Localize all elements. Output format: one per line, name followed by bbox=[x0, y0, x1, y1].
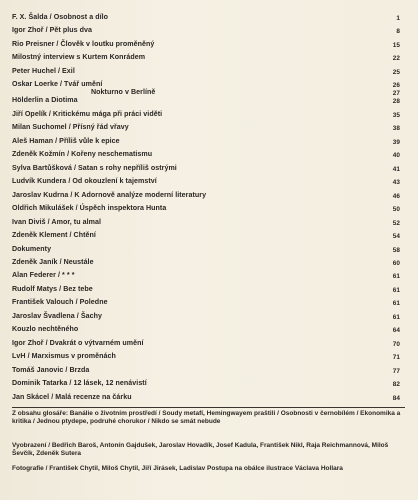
toc-page: 41 bbox=[392, 165, 400, 173]
toc-page: 35 bbox=[392, 111, 400, 119]
toc-title: Aleš Haman / Příliš vůle k epice bbox=[12, 136, 120, 145]
toc-entry bbox=[12, 96, 408, 109]
toc-title: Ivan Diviš / Amor, tu almal bbox=[12, 217, 101, 226]
toc-title: Igor Zhoř / Dvakrát o výtvarném umění bbox=[12, 338, 144, 347]
toc-entry bbox=[12, 177, 408, 190]
toc-title: Zdeněk Kožmín / Kořeny neschematismu bbox=[12, 150, 153, 159]
toc-title: Dokumenty bbox=[12, 244, 52, 253]
toc-entry bbox=[12, 137, 408, 150]
toc-entry bbox=[12, 80, 408, 96]
toc-page: 61 bbox=[392, 300, 400, 308]
toc-title: Alan Federer / * * * bbox=[12, 271, 75, 280]
glossary-text: Z obsahu glosáře: Banálie o životním prostředí / Soudy metafí, Hemingwayem praštili / Osobnosti v černobílém / Ekonomika a kritika / Jednou ptydepe, podruhé chorukor / Nikdo se smát nebude bbox=[12, 410, 401, 426]
photos-text: Fotografie / František Chytil, Miloš Chytil, Jiří Jirásek, Ladislav Postupa na obálce ilustrace Václava Hollara bbox=[12, 465, 343, 472]
glossary-note bbox=[12, 410, 402, 426]
toc-entry bbox=[12, 40, 408, 53]
toc-page: 61 bbox=[392, 313, 400, 321]
toc-entry bbox=[12, 298, 408, 311]
toc-title: Igor Zhoř / Pět plus dva bbox=[12, 26, 93, 35]
toc-title: Sylva Bartůšková / Satan s rohy nepříliš ostrými bbox=[12, 163, 177, 172]
toc-entry bbox=[12, 53, 408, 66]
toc-page: 1 bbox=[396, 15, 400, 22]
toc-title: Zdeněk Janík / Neustále bbox=[12, 257, 94, 266]
toc-page: 8 bbox=[396, 28, 400, 36]
toc-page: 38 bbox=[392, 125, 400, 133]
illustrations-text: Vyobrazení / Bedřich Baroš, Antonín Gajdušek, Jaroslav Hovadík, Josef Kadula, František Nikl, Raja Reichmannová, Miloš Ševčík, Zdeněk Sutera bbox=[12, 442, 389, 458]
toc-page: 43 bbox=[392, 179, 400, 187]
toc-title: Zdeněk Klement / Chtění bbox=[12, 231, 96, 240]
toc-page: 46 bbox=[392, 192, 400, 200]
toc-entry bbox=[12, 218, 408, 231]
toc-page: 15 bbox=[392, 41, 400, 49]
toc-page: 50 bbox=[392, 206, 400, 214]
toc-page: 60 bbox=[392, 259, 400, 267]
toc-entry bbox=[12, 366, 408, 379]
toc-entry bbox=[12, 352, 408, 365]
divider-rule bbox=[12, 407, 405, 408]
toc-entry bbox=[12, 339, 408, 352]
toc-title: Ludvík Kundera / Od okouzlení k tajemství bbox=[12, 177, 157, 186]
toc-title: Jaroslav Kudrna / K Adornově analýze moderní literatury bbox=[12, 190, 207, 199]
toc-page: 61 bbox=[392, 286, 400, 294]
toc-title: Milostný interview s Kurtem Konrádem bbox=[12, 53, 146, 62]
toc-page: 71 bbox=[392, 354, 400, 362]
toc-entry bbox=[12, 245, 408, 258]
toc-entry bbox=[12, 191, 408, 204]
toc-entry bbox=[12, 67, 408, 80]
toc-entry bbox=[12, 150, 408, 163]
toc-entry bbox=[12, 13, 408, 26]
toc-page: 61 bbox=[392, 273, 400, 281]
toc-entry bbox=[12, 231, 408, 244]
toc-entry bbox=[12, 312, 408, 325]
toc-page: 52 bbox=[392, 219, 400, 227]
toc-title: Jan Skácel / Malá recenze na čárku bbox=[12, 392, 132, 401]
toc-title: Jaroslav Švadlena / Šachy bbox=[12, 311, 102, 320]
toc-subtitle: Nokturno v Berlíně bbox=[91, 88, 156, 97]
illustrations-credits bbox=[12, 442, 402, 458]
toc-page: 54 bbox=[392, 233, 400, 241]
toc-page: 64 bbox=[392, 327, 400, 335]
toc-page: 82 bbox=[392, 381, 400, 389]
toc-title: Oskar Loerke / Tvář umění bbox=[12, 80, 103, 89]
toc-page: 70 bbox=[392, 340, 400, 348]
toc-entry bbox=[12, 110, 408, 123]
table-of-contents bbox=[12, 13, 408, 406]
toc-entry bbox=[12, 26, 408, 39]
toc-title: František Valouch / Poledne bbox=[12, 298, 108, 307]
toc-page: 26 bbox=[392, 82, 400, 90]
toc-title: Oldřich Mikulášek / Úspěch inspektora Hunta bbox=[12, 204, 167, 213]
toc-title: Milan Suchomel / Přísný řád vřavy bbox=[12, 123, 129, 132]
toc-page: 28 bbox=[392, 98, 400, 106]
toc-entry bbox=[12, 258, 408, 271]
toc-title: Tomáš Janovic / Brzda bbox=[12, 365, 90, 374]
toc-page: 25 bbox=[392, 68, 400, 76]
photo-credits bbox=[12, 465, 402, 473]
toc-page: 40 bbox=[392, 152, 400, 160]
toc-subtitle-page: 27 bbox=[392, 90, 400, 98]
toc-page: 77 bbox=[392, 367, 400, 375]
toc-title: Rio Preisner / Člověk v loutku proměněný bbox=[12, 39, 155, 48]
toc-entry bbox=[12, 285, 408, 298]
toc-entry bbox=[12, 393, 408, 406]
toc-entry bbox=[12, 204, 408, 217]
toc-page: 22 bbox=[392, 55, 400, 63]
toc-entry bbox=[12, 379, 408, 392]
toc-entry bbox=[12, 271, 408, 284]
toc-entry bbox=[12, 325, 408, 338]
toc-entry bbox=[12, 164, 408, 177]
toc-title: Dominik Tatarka / 12 lásek, 12 nenávistí bbox=[12, 379, 147, 388]
toc-page: 39 bbox=[392, 138, 400, 146]
toc-title: Rudolf Matys / Bez tebe bbox=[12, 284, 93, 293]
toc-page: 58 bbox=[392, 246, 400, 254]
toc-title: Peter Huchel / Exil bbox=[12, 66, 75, 75]
toc-title: Hölderlin a Diotima bbox=[12, 96, 78, 105]
toc-page: 84 bbox=[392, 394, 400, 402]
toc-title: Jiří Opelík / Kritickému mága při práci viděti bbox=[12, 109, 163, 118]
toc-entry bbox=[12, 123, 408, 136]
toc-title: LvH / Marxismus v proměnách bbox=[12, 352, 116, 361]
toc-title: Kouzlo nechtěného bbox=[12, 325, 79, 334]
toc-title: F. X. Šalda / Osobnost a dílo bbox=[12, 13, 109, 21]
